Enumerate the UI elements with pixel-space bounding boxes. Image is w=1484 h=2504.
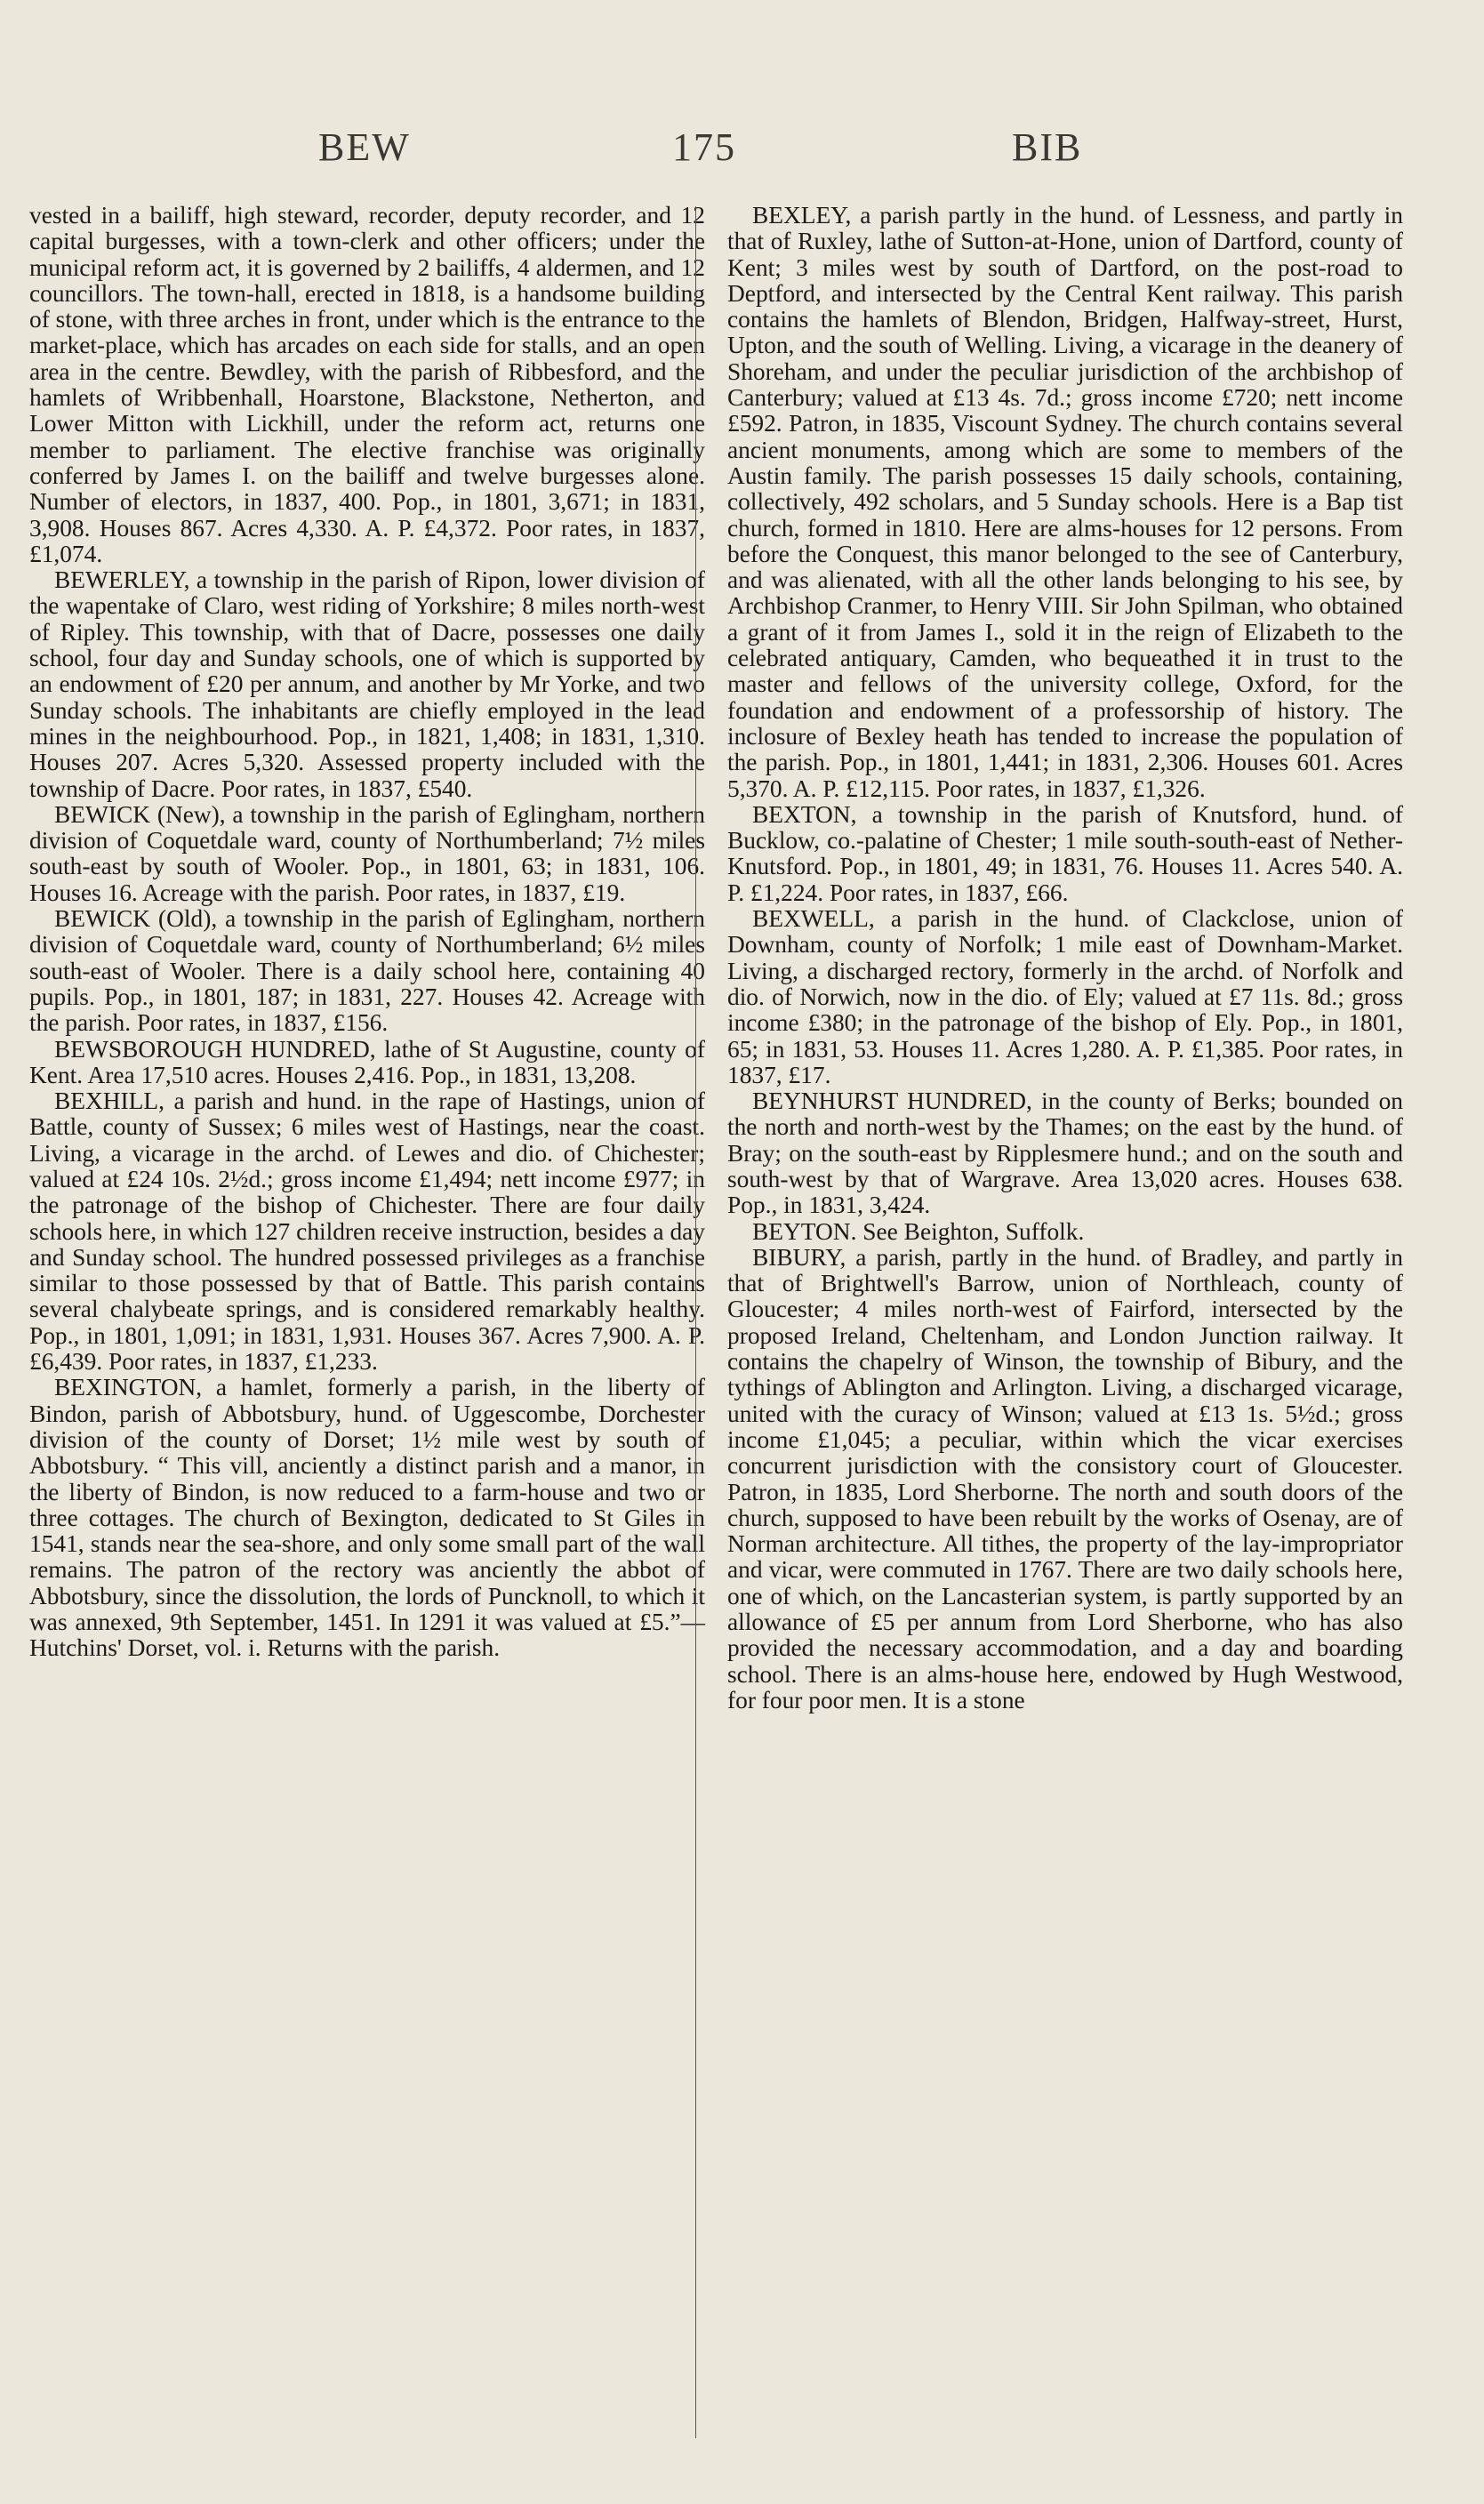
entry-bexton: BEXTON, a township in the parish of Knutsford, hund. of Bucklow, co.-palatine of Chester; 1 mile south-south-east of Nether-Knutsford. Pop., in 1801, 49; in 1831, 76. Houses 11. Acres 540. A. P. £1,224. Poor rates, in 1837, £66.: [727, 800, 1403, 906]
entry-bexley: BEXLEY, a parish partly in the hund. of Lessness, and partly in that of Ruxley, lathe of Sutton-at-Hone, union of Dartford, county of Kent; 3 miles west by south of Dartford, on the post-road to Deptford, and intersected by the Central Kent railway. This parish contains the hamlets of Blendon, Bridgen, Halfway-street, Hurst, Upton, and the south of Welling. Living, a vicarage in the deanery of Shoreham, and under the peculiar jurisdiction of the archbishop of Canterbury; valued at £13 4s. 7d.; gross income £720; nett income £592. Patron, in 1835, Viscount Sydney. The church contains several ancient monuments, among which are some to members of the Austin family. The parish possesses 15 daily schools, containing, collectively, 492 scholars, and 5 Sunday schools. Here is a Bap tist church, formed in 1810. Here are alms-houses for 12 persons. From before the Conquest, this manor belonged to the see of Canterbury, and was alienated, with all the other lands belonging to his see, by Archbishop Cranmer, to Henry VIII. Sir John Spilman, who obtained a grant of it from James I., sold it in the reign of Elizabeth to the celebrated antiquary, Camden, who bequeathed it in trust to the master and fellows of the university college, Oxford, for the foundation and endowment of a professorship of history. The inclosure of Bexley heath has tended to increase the population of the parish. Pop., in 1801, 1,441; in 1831, 2,306. Houses 601. Acres 5,370. A. P. £12,115. Poor rates, in 1837, £1,326.: [727, 202, 1403, 802]
entry-bexwell: BEXWELL, a parish in the hund. of Clackclose, union of Downham, county of Norfolk; 1 mile east of Downham-Market. Living, a discharged rectory, formerly in the archd. of Norfolk and dio. of Norwich, now in the dio. of Ely; valued at £7 11s. 8d.; gross income £380; in the patronage of the bishop of Ely. Pop., in 1801, 65; in 1831, 53. Houses 11. Acres 1,280. A. P. £1,385. Poor rates, in 1837, £17.: [727, 905, 1403, 1088]
entry-bewick-old: BEWICK (Old), a township in the parish of Eglingham, northern division of Coquetdale ward, county of Northumberland; 6½ miles south-east of Wooler. There is a daily school here, containing 40 pupils. Pop., in 1801, 187; in 1831, 227. Houses 42. Acreage with the parish. Poor rates, in 1837, £156.: [29, 905, 705, 1037]
entry-bexhill: BEXHILL, a parish and hund. in the rape of Hastings, union of Battle, county of Sussex; 6 miles west of Hastings, near the coast. Living, a vicarage in the archd. of Lewes and dio. of Chichester; valued at £24 10s. 2½d.; gross income £1,494; nett income £977; in the patronage of the bishop of Chichester. There are four daily schools here, in which 127 children receive instruction, besides a day and Sunday school. The hundred possessed privileges as a franchise similar to those possessed by that of Battle. This parish contains several chalybeate springs, and is considered remarkably healthy. Pop., in 1801, 1,091; in 1831, 1,931. Houses 367. Acres 7,900. A. P. £6,439. Poor rates, in 1837, £1,233.: [29, 1087, 705, 1376]
right-column: [727, 203, 1403, 1713]
header-right-catchword: BIB: [1012, 125, 1083, 169]
left-column: [29, 203, 705, 1662]
header-left-catchword: BEW: [318, 125, 411, 169]
entry-bexington: BEXINGTON, a hamlet, formerly a parish, in the liberty of Bindon, parish of Abbotsbury, hund. of Uggescombe, Dorchester division of the county of Dorset; 1½ mile west by south of Abbotsbury. “ This vill, anciently a distinct parish and a manor, in the liberty of Bindon, is now reduced to a farm-house and two or three cottages. The church of Bexington, dedicated to St Giles in 1541, stands near the sea-shore, and only some small part of the wall remains. The patron of the rectory was anciently the abbot of Abbotsbury, since the dissolution, the lords of Puncknoll, to which it was annexed, 9th September, 1451. In 1291 it was valued at £5.”—Hutchins' Dorset, vol. i. Returns with the parish.: [29, 1374, 705, 1662]
entry-bibury: BIBURY, a parish, partly in the hund. of Bradley, and partly in that of Brightwell's Barrow, union of Northleach, county of Gloucester; 4 miles north-west of Fairford, intersected by the proposed Ireland, Cheltenham, and London Junction railway. It contains the chapelry of Winson, the township of Bibury, and the tythings of Ablington and Arlington. Living, a discharged vicarage, united with the curacy of Winson; valued at £13 1s. 5½d.; gross income £1,045; a peculiar, within which the vicar exercises concurrent jurisdiction with the consistory court of Gloucester. Patron, in 1835, Lord Sherborne. The north and south doors of the church, supposed to have been rebuilt by the works of Osenay, are of Norman architecture. All tithes, the property of the lay-impropriator and vicar, were commuted in 1767. There are two daily schools here, one of which, on the Lancasterian system, is partly supported by an allowance of £5 per annum from Lord Sherborne, who has also provided the necessary accommodation, and a day and boarding school. There is an alms-house here, endowed by Hugh Westwood, for four poor men. It is a stone: [727, 1243, 1403, 1713]
entry-bewick-new: BEWICK (New), a township in the parish of Eglingham, northern division of Coquetdale ward, county of Northumberland; 7½ miles south-east by south of Wooler. Pop., in 1801, 63; in 1831, 106. Houses 16. Acreage with the parish. Poor rates, in 1837, £19.: [29, 800, 705, 906]
entry-beynhurst-hundred: BEYNHURST HUNDRED, in the county of Berks; bounded on the north and north-west by the Thames; on the east by the hund. of Bray; on the south-east by Ripplesmere hund.; and on the south and south-west by that of Wargrave. Area 13,020 acres. Houses 638. Pop., in 1831, 3,424.: [727, 1087, 1403, 1219]
column-divider: [695, 206, 696, 2438]
page-number: 175: [672, 125, 736, 169]
entry-bewsborough-hundred: BEWSBOROUGH HUNDRED, lathe of St Augustine, county of Kent. Area 17,510 acres. Houses 2,416. Pop., in 1831, 13,208.: [29, 1035, 705, 1088]
running-header: [0, 124, 1484, 178]
entry-bewerley: BEWERLEY, a township in the parish of Ripon, lower division of the wapentake of Claro, west riding of Yorkshire; 8 miles north-west of Ripley. This township, with that of Dacre, possesses one daily school, four day and Sunday schools, one of which is supported by an endowment of £20 per annum, and another by Mr Yorke, and two Sunday schools. The inhabitants are chiefly employed in the lead mines in the neighbourhood. Pop., in 1821, 1,408; in 1831, 1,310. Houses 207. Acres 5,320. Assessed property included with the township of Dacre. Poor rates, in 1837, £540.: [29, 566, 705, 802]
entry-beyton: BEYTON. See Beighton, Suffolk.: [752, 1217, 1085, 1245]
entry-bewdley-continued: vested in a bailiff, high steward, recorder, deputy recorder, and 12 capital burgesses, with a town-clerk and other officers; under the municipal reform act, it is governed by 2 bailiffs, 4 aldermen, and 12 councillors. The town-hall, erected in 1818, is a handsome building of stone, with three arches in front, under which is the entrance to the market-place, which has arcades on each side for stalls, and an open area in the centre. Bewdley, with the parish of Ribbesford, and the hamlets of Wribbenhall, Hoarstone, Blackstone, Netherton, and Lower Mitton with Lickhill, under the reform act, returns one member to parliament. The elective franchise was originally conferred by James I. on the bailiff and twelve burgesses alone. Number of electors, in 1837, 400. Pop., in 1801, 3,671; in 1831, 3,908. Houses 867. Acres 4,330. A. P. £4,372. Poor rates, in 1837, £1,074.: [29, 202, 705, 567]
